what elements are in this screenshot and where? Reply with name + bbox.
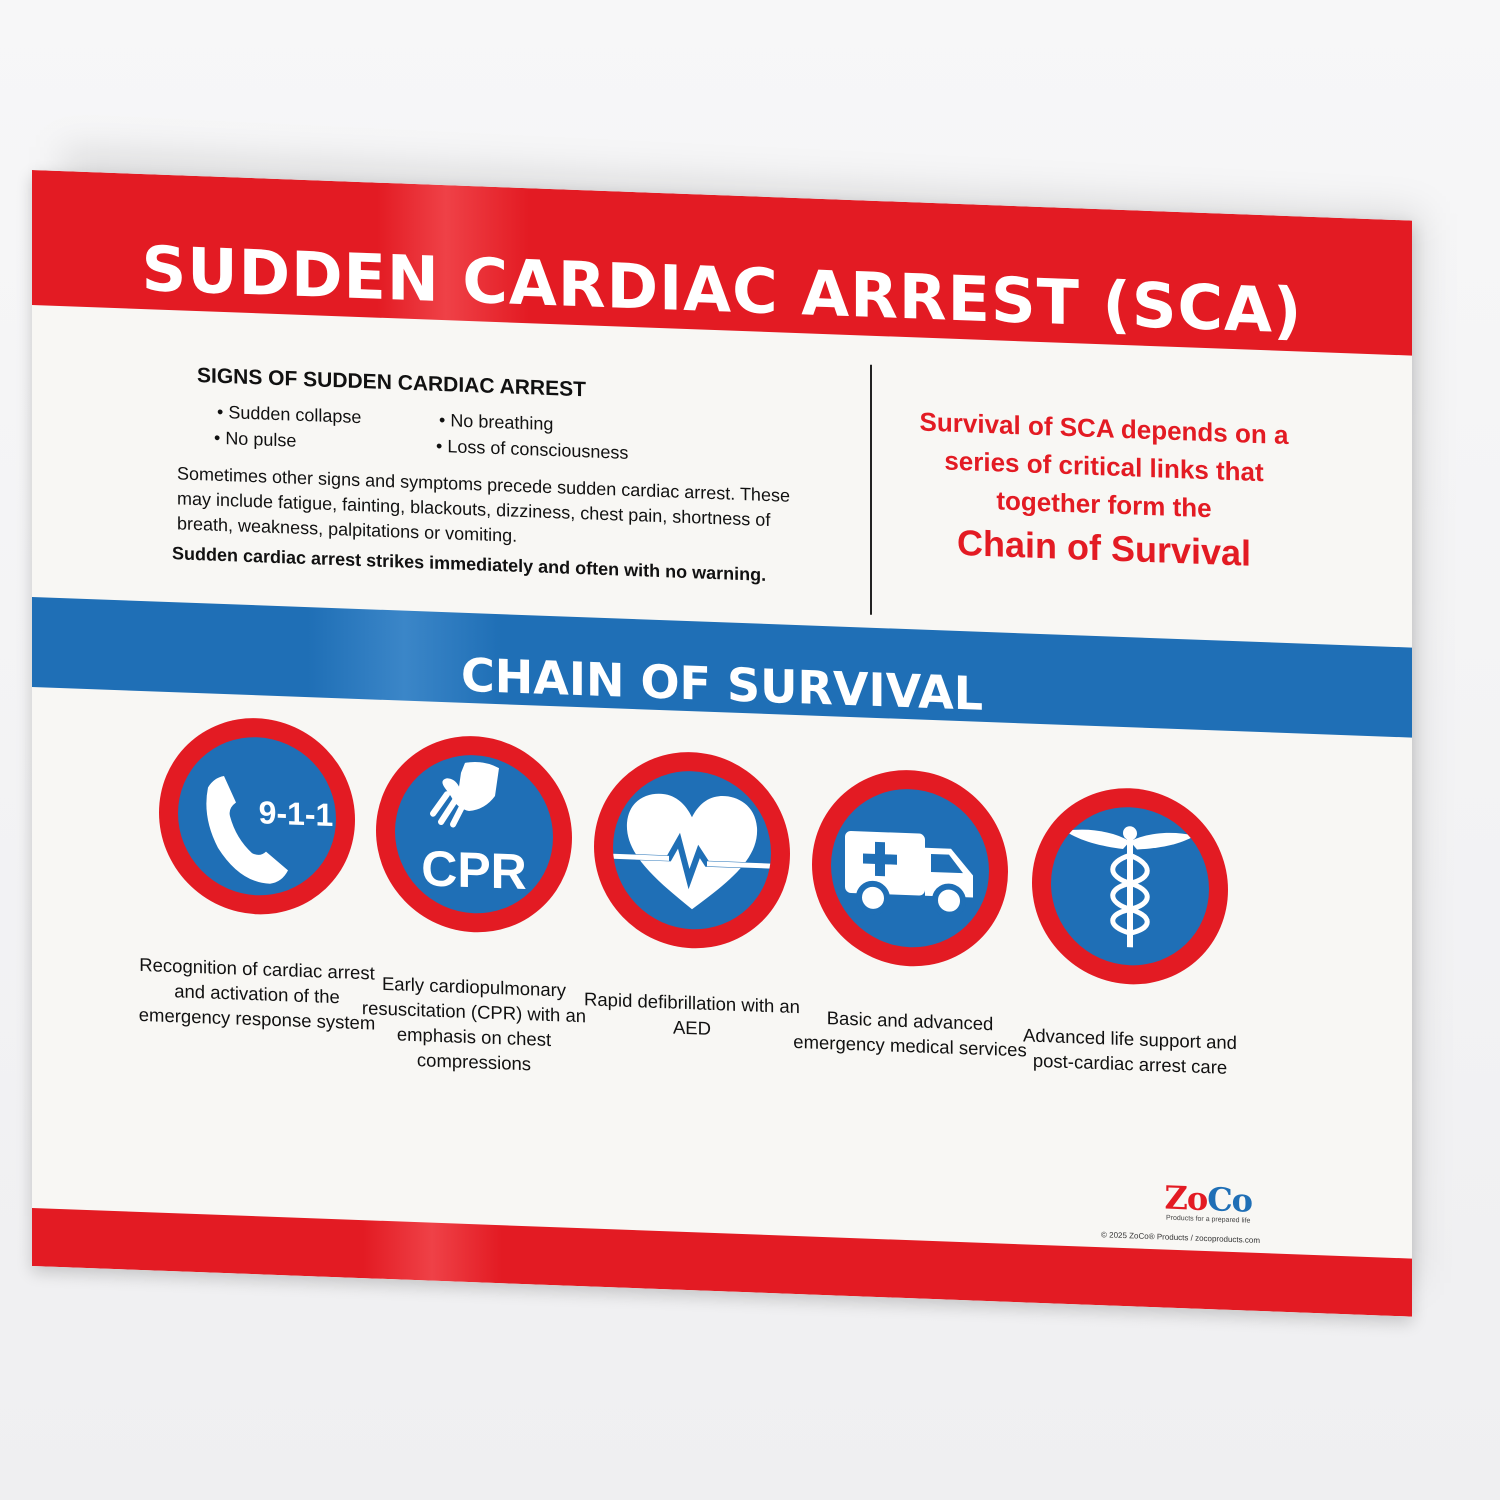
- chain-step-911: [137, 714, 377, 1083]
- badge-911: 9-1-1: [258, 794, 334, 834]
- badge-cpr: CPR: [421, 840, 527, 901]
- phone-icon: [178, 734, 336, 898]
- chain-step-ems: [790, 766, 1030, 1135]
- poster-title: SUDDEN CARDIAC ARREST (SCA): [141, 232, 1303, 348]
- ambulance-icon: [831, 786, 989, 950]
- step-label: Basic and advanced emergency medical services: [793, 1007, 1027, 1061]
- step-circle: [159, 715, 355, 918]
- step-label: Early cardiopulmonary resuscitation (CPR) with an emphasis on chest compressions: [361, 972, 587, 1075]
- step-label: Recognition of cardiac arrest and activation of the emergency response system: [138, 953, 376, 1034]
- survival-line: Survival of SCA depends on a: [919, 406, 1289, 451]
- step-circle: [376, 733, 572, 936]
- heart-pulse-icon: [613, 768, 771, 932]
- logo-text: Zo: [1164, 1178, 1208, 1219]
- chain-step-als: [1010, 784, 1250, 1153]
- signs-list: [214, 401, 687, 463]
- zoco-logo: [1164, 1179, 1252, 1225]
- copyright-text: © 2025 ZoCo® Products / zocoproducts.com: [1101, 1230, 1260, 1246]
- sign-item: • Loss of consciousness: [436, 435, 629, 463]
- step-circle: [1032, 785, 1228, 988]
- caduceus-icon: [1051, 804, 1209, 968]
- chain-title: CHAIN OF SURVIVAL: [460, 647, 984, 721]
- cpr-hands-icon: [395, 752, 553, 916]
- sign-item: • No breathing: [439, 409, 554, 435]
- bottom-band: [32, 1208, 1412, 1317]
- chain-step-aed: [572, 748, 812, 1117]
- step-circle: [594, 749, 790, 952]
- step-label: Advanced life support and post-cardiac arrest care: [1023, 1024, 1237, 1078]
- logo-text: Co: [1207, 1180, 1252, 1220]
- survival-line: together form the: [996, 485, 1212, 524]
- survival-callout: [894, 402, 1314, 581]
- step-circle: [812, 767, 1008, 970]
- chain-step-cpr: [354, 732, 594, 1101]
- warning-text: Sudden cardiac arrest strikes immediately and often with no warning.: [172, 543, 767, 585]
- step-label: Rapid defibrillation with an AED: [584, 988, 800, 1039]
- sign-item: • Sudden collapse: [217, 401, 362, 428]
- sign-item: • No pulse: [214, 427, 297, 451]
- survival-line: series of critical links that: [944, 445, 1264, 488]
- signs-description: Sometimes other signs and symptoms precede sudden cardiac arrest. These may include fatigue, fainting, blackouts, dizziness, chest pain, shortness of breath, weakness, palpitations or vomiting.: [177, 463, 790, 546]
- sca-poster: [32, 170, 1412, 1317]
- chain-of-survival-emphasis: Chain of Survival: [956, 521, 1252, 574]
- vertical-divider: [870, 365, 872, 615]
- logo-tagline: Products for a prepared life: [1166, 1214, 1251, 1225]
- signs-heading: SIGNS OF SUDDEN CARDIAC ARREST: [197, 364, 586, 402]
